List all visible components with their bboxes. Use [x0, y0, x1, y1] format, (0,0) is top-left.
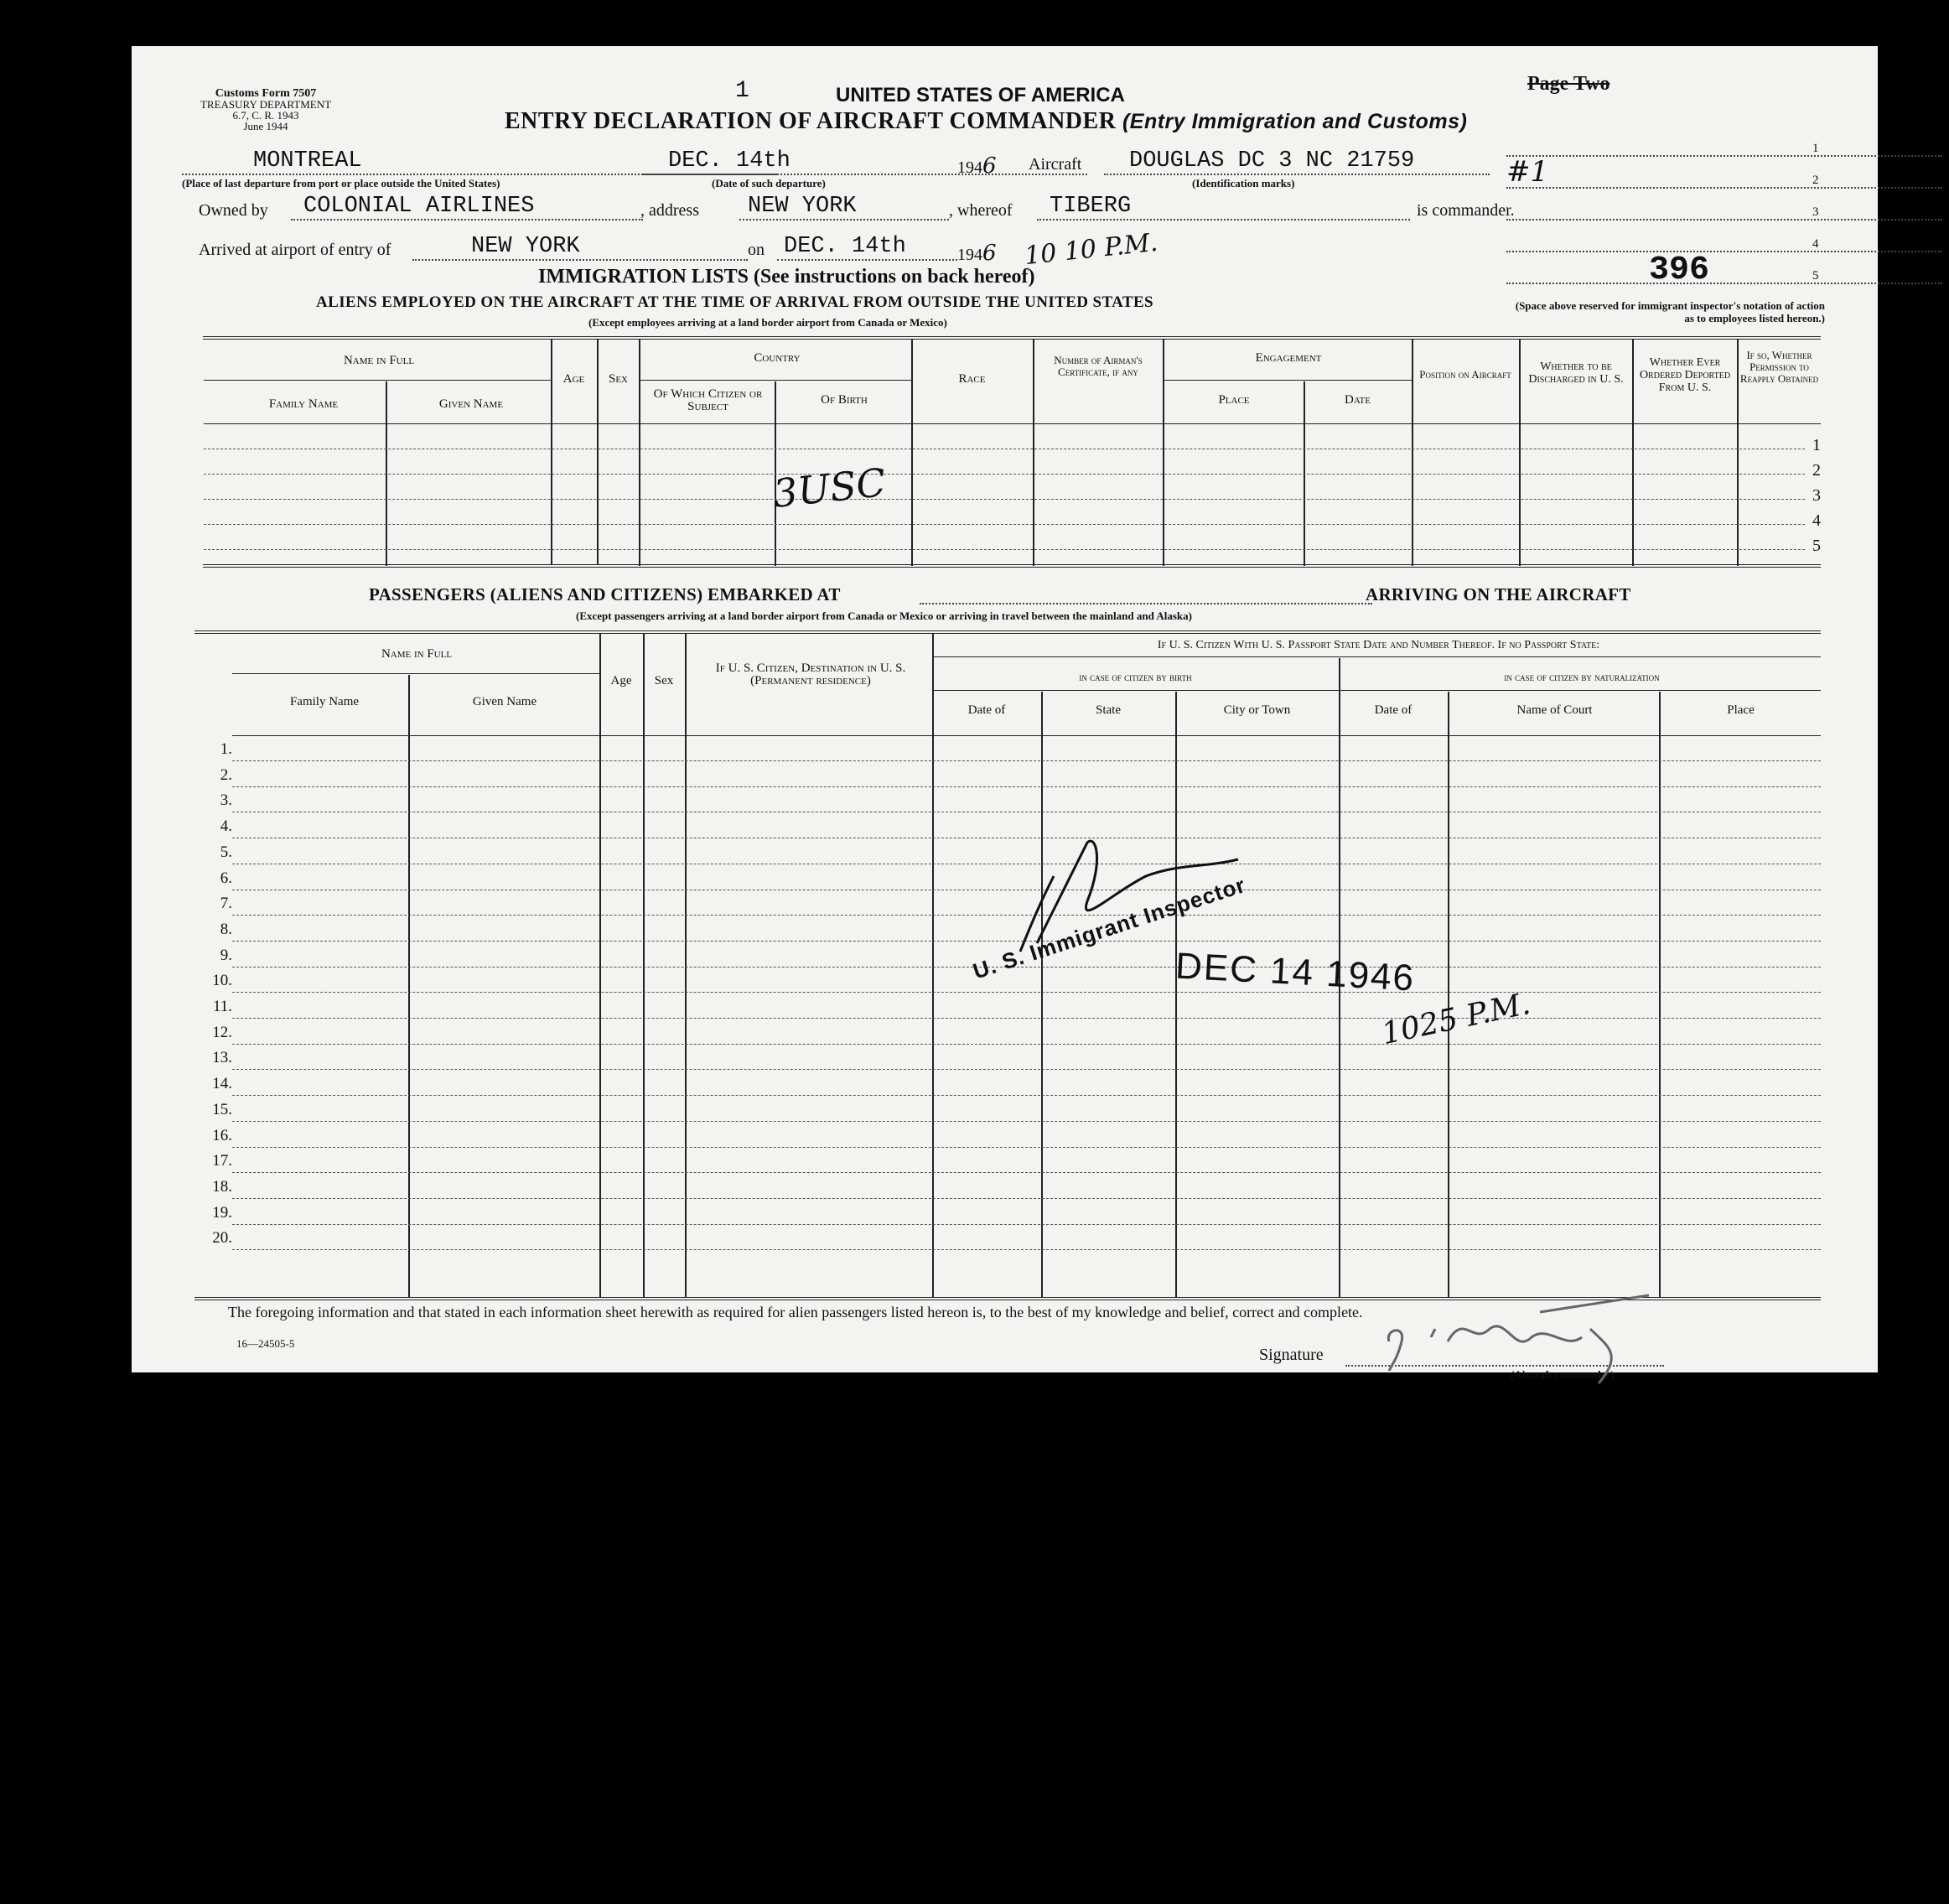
pax-header-city: City or Town [1223, 703, 1291, 717]
owned-by-label: Owned by [199, 201, 268, 220]
pax-header-family: Family Name [289, 695, 360, 708]
passenger-row-number: 2. [220, 765, 232, 784]
imm-header-family: Family Name [268, 397, 339, 411]
pax-header-naturalization-case: in case of citizen by naturalization [1504, 671, 1660, 683]
passenger-row-number: 12. [212, 1023, 232, 1041]
passenger-row [232, 786, 1821, 787]
imm-header-country: Country [754, 351, 801, 365]
imm-header-sex: Sex [608, 372, 628, 386]
pax-header-date-of: Date of [967, 703, 1006, 717]
imm-header-name: Name in Full [343, 354, 415, 367]
side-caption: (Space above reserved for immigrant inspector's notation of action as to employees listed hereon.) [1515, 299, 1825, 324]
inspector-number: 396 [1649, 252, 1710, 289]
arrival-date: DEC. 14th [784, 234, 906, 259]
pax-header-court: Name of Court [1516, 703, 1593, 717]
form-department: TREASURY DEPARTMENT [200, 98, 332, 111]
passenger-row-number: 6. [220, 869, 232, 887]
stamp-time: 1025 P.M. [1378, 986, 1534, 1052]
passengers-note: (Except passengers arriving at a land border airport from Canada or Mexico or arriving in travel between the mainland and Alaska) [576, 610, 1192, 622]
departure-date: DEC. 14th [668, 148, 790, 174]
passenger-row-number: 10. [212, 972, 232, 990]
passenger-row [232, 1147, 1821, 1148]
passenger-row-number: 4. [220, 817, 232, 836]
passenger-row-number: 14. [212, 1075, 232, 1093]
pax-header-given: Given Name [472, 695, 537, 708]
pax-header-birth-case: in case of citizen by birth [1079, 671, 1192, 683]
handwritten-number: #1 [1506, 155, 1549, 189]
passenger-row-number: 20. [212, 1229, 232, 1248]
owner: COLONIAL AIRLINES [303, 194, 535, 219]
passenger-row [232, 1172, 1821, 1173]
immigration-note: (Except employees arriving at a land border airport from Canada or Mexico) [588, 316, 947, 329]
pax-header-place: Place [1727, 703, 1755, 717]
form-date: June 1944 [243, 120, 288, 132]
imm-header-cert: Number of Airman's Certificate, if any [1054, 354, 1143, 378]
arrival-airport: NEW YORK [471, 234, 580, 259]
address: NEW YORK [748, 194, 857, 219]
passenger-row-number: 8. [220, 920, 232, 938]
imm-header-discharged: Whether to be Discharged in U. S. [1528, 361, 1624, 386]
imm-row-num: 1 [1812, 436, 1821, 454]
aircraft-id-caption: (Identification marks) [1192, 177, 1295, 189]
imm-header-date: Date [1345, 393, 1371, 407]
side-line-num: 2 [1812, 174, 1819, 187]
side-line-num: 5 [1812, 269, 1819, 283]
commander-signature [1372, 1279, 1674, 1388]
form-id-block [182, 88, 350, 132]
passengers-title-right: ARRIVING ON THE AIRCRAFT [1366, 584, 1631, 604]
pax-header-destination: If U. S. Citizen, Destination in U. S. (Permanent residence) [715, 661, 906, 687]
signature-label: Signature [1259, 1346, 1324, 1364]
passenger-row-number: 3. [220, 791, 232, 810]
title-main: ENTRY DECLARATION OF AIRCRAFT COMMANDER [505, 108, 1117, 134]
immigration-subtitle: ALIENS EMPLOYED ON THE AIRCRAFT AT THE TIME OF ARRIVAL FROM OUTSIDE THE UNITED STATES [316, 293, 1154, 311]
side-line-num: 4 [1812, 237, 1819, 251]
passenger-row-number: 19. [212, 1203, 232, 1222]
title-sub: (Entry Immigration and Customs) [1122, 110, 1468, 133]
form-regulation: 6.7, C. R. 1943 [232, 109, 299, 122]
side-line-num: 1 [1812, 142, 1819, 155]
passenger-row-number: 5. [220, 843, 232, 861]
imm-row-num: 3 [1812, 486, 1821, 505]
passenger-row [232, 992, 1821, 993]
passenger-row [232, 1018, 1821, 1019]
imm-header-permission: If so, Whether Permission to Reapply Obtained [1739, 349, 1819, 385]
passenger-row-number: 11. [212, 998, 232, 1015]
departure-year-digit: 6 [982, 153, 997, 179]
arrival-year [957, 241, 997, 266]
imm-header-position: Position on Aircraft [1419, 368, 1511, 381]
imm-row-num: 5 [1812, 537, 1821, 555]
passenger-row [232, 1044, 1821, 1045]
side-line-num: 3 [1812, 205, 1819, 219]
aircraft-label: Aircraft [1029, 155, 1082, 174]
passenger-row-number: 18. [212, 1177, 232, 1196]
passengers-title-left: PASSENGERS (ALIENS AND CITIZENS) EMBARKED AT [369, 584, 841, 604]
departure-place-caption: (Place of last departure from port or place outside the United States) [182, 177, 500, 189]
imm-header-birth: Of Birth [821, 393, 868, 407]
departure-date-caption: (Date of such departure) [712, 177, 826, 189]
departure-place: MONTREAL [253, 148, 362, 174]
year-prefix: 194 [957, 158, 982, 177]
imm-header-engagement: Engagement [1255, 351, 1322, 365]
passenger-row-number: 17. [212, 1152, 232, 1170]
arrival-year-digit: 6 [982, 241, 997, 266]
footer-statement: The foregoing information and that stated in each information sheet herewith as required for alien passengers listed hereon is, to the best of my knowledge and belief, correct and complete. [228, 1304, 1363, 1320]
pax-header-date-of-2: Date of [1374, 703, 1413, 717]
passenger-row-number: 15. [212, 1100, 232, 1118]
passenger-row [232, 1198, 1821, 1199]
arrived-label: Arrived at airport of entry of [199, 241, 391, 259]
passenger-row-number: 7. [220, 895, 232, 913]
form-number: Customs Form 7507 [215, 87, 317, 100]
imm-header-deported: Whether Ever Ordered Deported From U. S. [1639, 356, 1731, 394]
imm-row-num: 2 [1812, 461, 1821, 480]
passenger-row [232, 1095, 1821, 1096]
passenger-row [232, 1224, 1821, 1225]
imm-header-age: Age [562, 372, 585, 386]
passenger-row [232, 760, 1821, 761]
country-heading: UNITED STATES OF AMERICA [836, 84, 1125, 106]
passenger-row-number: 16. [212, 1126, 232, 1144]
on-label: on [748, 241, 765, 259]
form-page [132, 46, 1878, 1381]
imm-header-citizen: Of Which Citizen or Subject [653, 387, 763, 413]
print-code: 16—24505-5 [236, 1337, 295, 1350]
arrival-time: 10 10 P.M. [1023, 227, 1159, 272]
whereof-label: , whereof [949, 201, 1013, 220]
imm-header-given: Given Name [438, 397, 504, 411]
stamp-inspector-title: U. S. Immigrant Inspector [970, 871, 1249, 984]
signature-caption: (Aircraft commander) [1511, 1368, 1615, 1381]
commander: TIBERG [1050, 194, 1132, 219]
address-label: , address [640, 201, 699, 220]
passenger-row [232, 1249, 1821, 1250]
passenger-row [232, 1069, 1821, 1070]
pax-header-state: State [1096, 703, 1121, 717]
aircraft-id: DOUGLAS DC 3 NC 21759 [1129, 148, 1415, 174]
corner-mark: 1 [735, 78, 749, 104]
passenger-row-number: 9. [220, 946, 232, 964]
pax-header-sex: Sex [654, 674, 674, 687]
pax-header-age: Age [610, 674, 632, 687]
stamp-date: DEC 14 1946 [1174, 945, 1417, 999]
imm-header-race: Race [958, 372, 986, 386]
imm-header-place: Place [1218, 393, 1250, 407]
imm-row-num: 4 [1812, 511, 1821, 530]
pax-header-name: Name in Full [381, 647, 453, 661]
passenger-row-number: 1. [220, 740, 232, 758]
immigration-title: IMMIGRATION LISTS (See instructions on back hereof) [538, 266, 1035, 288]
page-label: Page Two [1527, 73, 1610, 95]
form-title [505, 108, 1467, 135]
is-commander-label: is commander. [1417, 201, 1515, 220]
passenger-row-number: 13. [212, 1049, 232, 1067]
departure-year [957, 153, 997, 179]
passenger-row [232, 1121, 1821, 1122]
handwritten-note: 3USC [770, 459, 889, 516]
year-prefix: 194 [957, 246, 982, 264]
pax-header-passport: If U. S. Citizen With U. S. Passport State Date and Number Thereof. If no Passport State: [1157, 639, 1600, 651]
